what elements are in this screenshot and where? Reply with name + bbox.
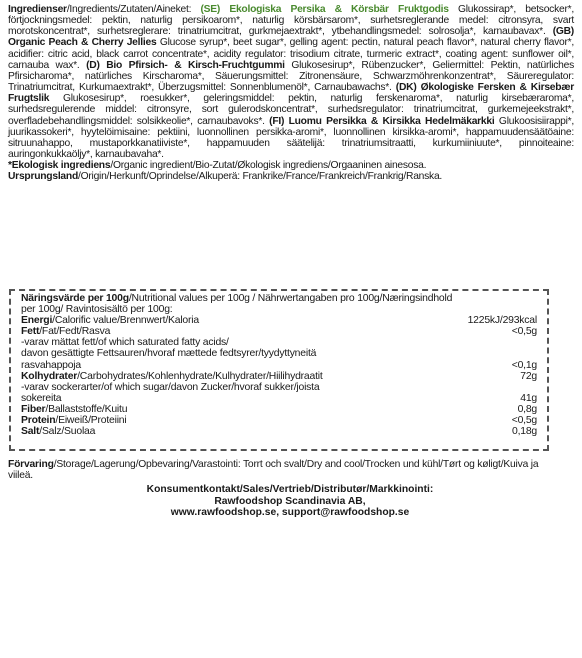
dk-product-name: (DK) Økologiske Fersken & Kirsebær Frugtslik	[8, 82, 574, 105]
origin-label: Ursprungsland	[8, 171, 78, 183]
nutrient-translations: rasvahappoja	[21, 359, 81, 371]
contact-info	[120, 484, 460, 519]
dk-ingredients: Glukosesirup*, roesukker*, geleringsmiddel: pektin, naturlig ferskenaroma*, naturlig kirsebæraroma*, surhedsregulerende middel: citronsyre, sort gulerodskoncentrat*, surhedsregulator: trinatriumcitrat, gurkemejeekstrakt*, overfladebehandlingsmiddel: solsikkeolie*, carnaubavoks*.	[8, 93, 574, 127]
nutrient-translations: -varav mättat fett/of which saturated fatty acids/	[21, 337, 229, 349]
nutrient-value: <0,1g	[511, 359, 537, 371]
se-product-name: (SE) Ekologiska Persika & Körsbär Fruktgodis	[200, 4, 449, 15]
nutrient-translations: /Ballaststoffe/Kuitu	[45, 403, 128, 415]
ingredients-heading: Ingredienser	[8, 4, 67, 15]
nutrient-label	[21, 393, 61, 404]
nutrient-value: <0,5g	[511, 415, 537, 427]
fi-product-name: (FI) Luomu Persikka & Kirsikka Hedelmäkarkki	[269, 115, 495, 127]
nutrient-name: Salt	[21, 426, 40, 438]
nutrient-translations: /Eiweiß/Proteiini	[55, 415, 127, 427]
company-name: Rawfoodshop Scandinavia AB,	[214, 495, 366, 507]
nutrient-value	[529, 337, 537, 348]
nutrition-row	[21, 426, 537, 437]
nutrient-name: Protein	[21, 415, 56, 427]
nutrition-title-rest: /Nutritional values per 100g / Nährwertangaben pro 100g/Næringsindhold per 100g/ Ravintosisältö per 100g:	[21, 293, 453, 316]
gb-product-name: (GB) Organic Peach & Cherry Jellies	[8, 26, 574, 49]
nutrition-row	[21, 326, 537, 337]
gb-ingredients: Glucose syrup*, beet sugar*, gelling agent: pectin, natural peach flavor*, natural cherry flavor*, acidifier: citric acid, black carrot concentrate*, acidity regulator: trisodium citrate, turmeric extract*, coating agent: sunflower oil*, carnauba wax*.	[8, 37, 575, 71]
organic-text: /Organic ingredient/Bio-Zutat/Økologisk ingrediens/Orgaaninen ainesosa.	[110, 160, 427, 172]
nutrition-title-bold: Näringsvärde per 100g	[21, 293, 129, 304]
nutrition-row	[21, 404, 537, 415]
fi-ingredients: Glukoosisiirappi*, juurikassokeri*, hyytelöimisaine: pektiini, luonnollinen persikka-aromi*, luonnollinen kirsikka-aromi*, happamuudensäätöaine: sitruunahappo, mustaporkkanatiiviste*, happamuuden säätelijä: trinatriumsitraatti, kurkumiiniuute*, pinnoiteaine: auringonkukkaöljy*, karnaubavaha*.	[8, 115, 574, 161]
nutrient-label	[21, 371, 323, 382]
nutrition-table	[9, 289, 549, 451]
organic-label: *Ekologisk ingrediens	[8, 160, 111, 172]
nutrient-translations: /Salz/Suolaa	[39, 426, 96, 438]
company-web-email: www.rawfoodshop.se, support@rawfoodshop.se	[170, 507, 410, 518]
nutrient-value: <0,5g	[511, 326, 537, 338]
nutrient-label	[21, 360, 81, 371]
nutrient-value: 0,8g	[517, 403, 537, 415]
nutrient-value	[529, 348, 537, 359]
nutrient-name: Energi	[21, 315, 53, 327]
storage-text: /Storage/Lagerung/Opbevaring/Varastointi: Torrt och svalt/Dry and cool/Trocken und kühl/Tørt og køligt/Kuiva ja viileä.	[8, 459, 539, 482]
ingredients-heading-languages: /Ingredients/Zutaten/Aineket:	[66, 4, 201, 15]
nutrient-value: 0,18g	[511, 426, 537, 438]
nutrient-name: Fiber	[21, 403, 46, 415]
nutrient-translations: davon gesättigte Fettsauren/hvoraf mættede fedtsyrer/tyydyttyneitä	[21, 348, 317, 360]
ingredients-block	[8, 4, 574, 183]
nutrient-value: 41g	[520, 392, 537, 404]
nutrient-translations: -varav sockerarter/of which sugar/davon Zucker/hvoraf sukker/joista	[21, 381, 320, 393]
nutrient-label	[21, 404, 127, 415]
nutrient-value: 72g	[520, 370, 537, 382]
nutrition-row	[21, 415, 537, 426]
nutrition-title	[21, 293, 461, 315]
nutrient-label	[21, 415, 127, 426]
nutrient-value	[529, 382, 537, 393]
storage-label: Förvaring	[8, 459, 54, 470]
nutrient-label	[21, 426, 95, 437]
nutrition-row	[21, 348, 537, 359]
nutrition-row	[21, 371, 537, 382]
nutrient-label	[21, 348, 316, 359]
nutrient-value: 1225kJ/293kcal	[467, 315, 537, 327]
nutrient-label	[21, 326, 110, 337]
de-product-name: (D) Bio Pfirsich- & Kirsch-Fruchtgummi	[86, 59, 285, 71]
contact-heading: Konsumentkontakt/Sales/Vertrieb/Distributør/Markkinointi:	[146, 484, 434, 495]
se-ingredients: Glukossirap*, betsocker*, förtjockningsmedel: pektin, naturlig persikoarom*, naturlig körsbärsarom*, surhetsreglerande medel: citronsyra, svart morotskoncentrat*, surhetsreglerare: trinatriumcitrat, gurkmejaextrakt*, ytbehandlingsmedel: solrosolja*, karnaubavax*.	[8, 4, 575, 38]
nutrient-translations: sokereita	[21, 392, 62, 404]
nutrient-name: Kolhydrater	[21, 370, 78, 382]
nutrition-rows	[21, 315, 537, 437]
nutrient-translations: /Carbohydrates/Kohlenhydrate/Kulhydrater/Hiilihydraatit	[77, 370, 323, 382]
origin-text: /Origin/Herkunft/Oprindelse/Alkuperä: Frankrike/France/Frankreich/Frankrig/Ranska.	[77, 171, 443, 183]
nutrient-label	[21, 315, 199, 326]
nutrition-row	[21, 360, 537, 371]
nutrition-row	[21, 337, 537, 348]
nutrient-translations: /Calorific value/Brennwert/Kaloria	[52, 315, 199, 327]
nutrition-row	[21, 315, 537, 326]
storage-info	[8, 459, 548, 482]
nutrient-name: Fett	[21, 326, 40, 338]
nutrition-row	[21, 393, 537, 404]
nutrition-row	[21, 382, 537, 393]
nutrient-label	[21, 382, 319, 393]
de-ingredients: Glukosesirup*, Rübenzucker*, Geliermittel: Pektin, natürliches Pfirsicharoma*, natürliches Kirscharoma*, Säuerungsmittel: Zitronensäure, Schwarzmöhrenkonzentrat*, Säureregulator: Trinatriumcitrat, Kurkumaextrakt*, Überzugsmittel: Sonnenblumenöl*, Carnaubawachs*.	[8, 59, 574, 94]
nutrient-translations: /Fat/Fedt/Rasva	[39, 326, 111, 338]
nutrient-label	[21, 337, 229, 348]
